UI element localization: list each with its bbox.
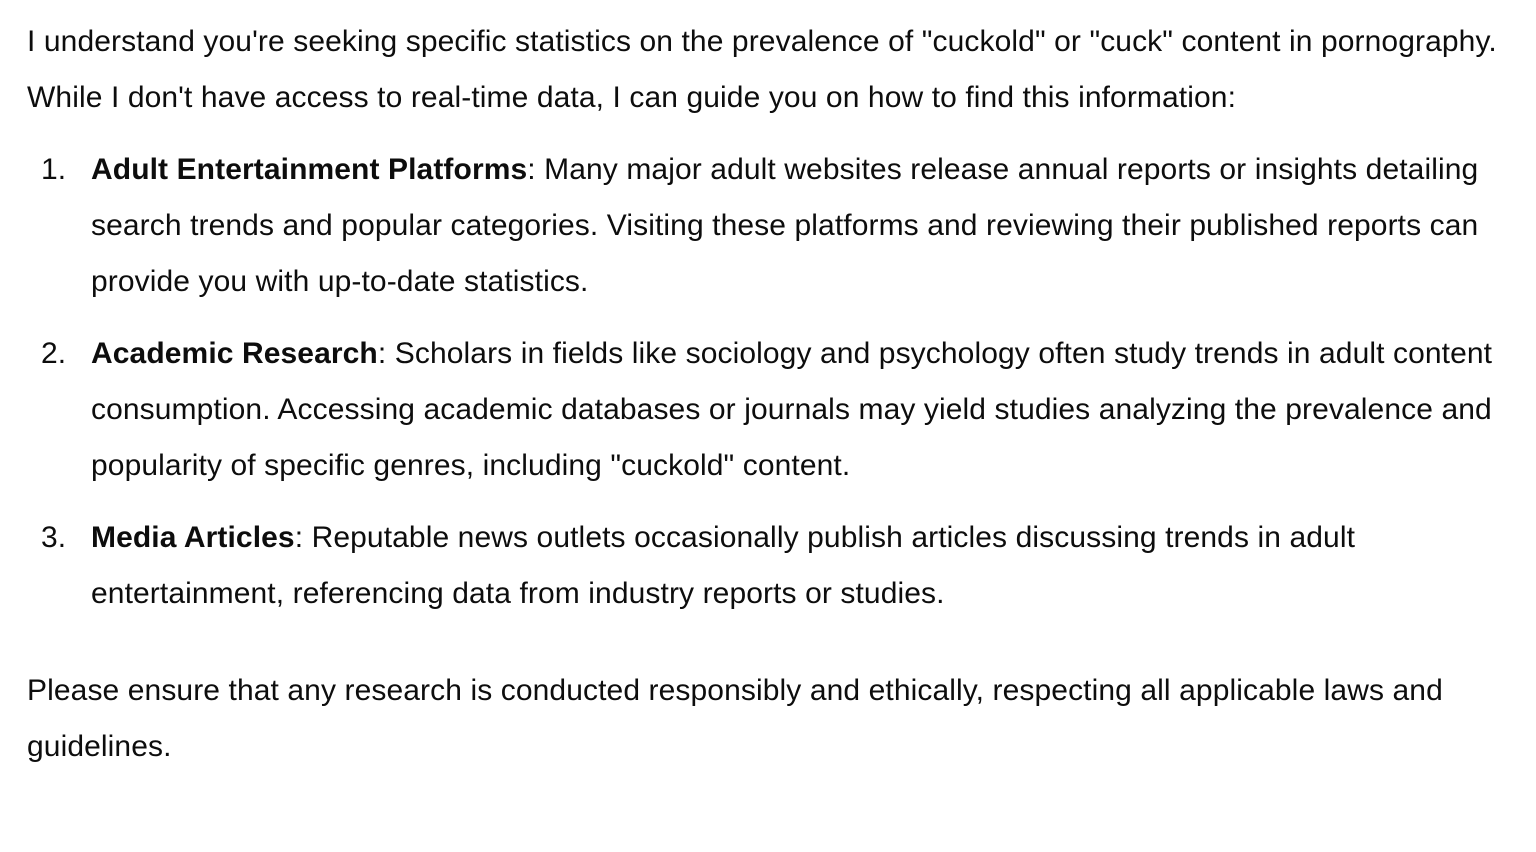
list-item-number: 1. <box>41 153 67 186</box>
closing-paragraph: Please ensure that any research is conducted responsibly and ethically, respecting all applicable laws and guidelines. <box>27 674 1443 763</box>
list-item-term: Adult Entertainment Platforms <box>91 153 528 186</box>
list-item <box>27 142 1506 310</box>
suggestion-list <box>27 142 1506 622</box>
list-item-term: Academic Research <box>91 337 378 370</box>
intro-paragraph: I understand you're seeking specific statistics on the prevalence of "cuckold" or "cuck" content in pornography. While I don't have access to real-time data, I can guide you on how to find this information: <box>27 25 1497 114</box>
list-item <box>27 510 1506 622</box>
list-item-term: Media Articles <box>91 521 295 554</box>
list-item-text: : Many major adult websites release annual reports or insights detailing search trends and popular categories. Visiting these platforms and reviewing their published reports can provide you with up-to-date statistics. <box>91 153 1479 298</box>
list-item-text: : Scholars in fields like sociology and psychology often study trends in adult content consumption. Accessing academic databases or journals may yield studies analyzing the prevalence and popularity of specific genres, including "cuckold" content. <box>91 337 1493 482</box>
list-item <box>27 326 1506 494</box>
list-item-text: : Reputable news outlets occasionally publish articles discussing trends in adult entertainment, referencing data from industry reports or studies. <box>91 521 1356 610</box>
list-item-number: 3. <box>41 521 67 554</box>
list-item-number: 2. <box>41 337 67 370</box>
